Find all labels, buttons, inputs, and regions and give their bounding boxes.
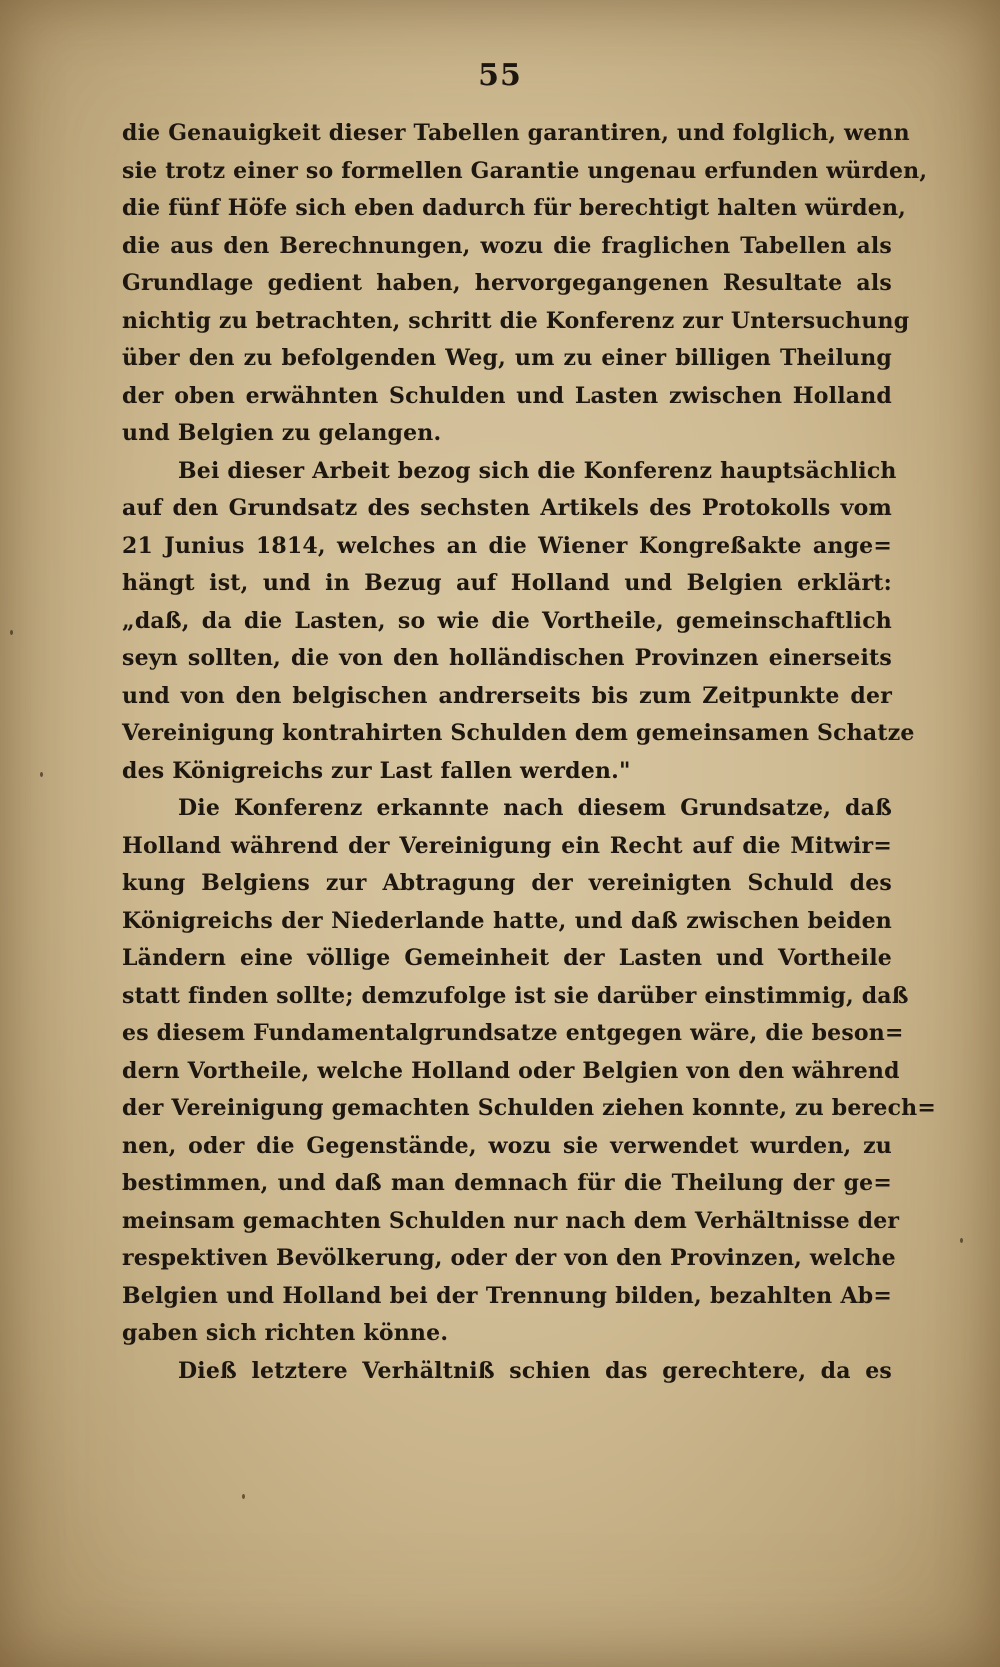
page-number: 55 — [478, 58, 522, 93]
text-line: und Belgien zu gelangen. — [122, 420, 442, 446]
text-line: kung Belgiens zur Abtragung der vereinigten Schuld des — [122, 870, 892, 896]
text-line: sie trotz einer so formellen Garantie ungenau erfunden würden, — [122, 157, 928, 184]
ink-speck — [10, 630, 13, 635]
text-line: gaben sich richten könne. — [122, 1320, 449, 1346]
ink-speck — [40, 772, 43, 777]
text-line: bestimmen, und daß man demnach für die Theilung der ge= — [122, 1170, 892, 1196]
paragraph-start-line: Die Konferenz erkannte nach diesem Grundsatze, daß — [178, 795, 892, 821]
paragraph-start-line: Dieß letztere Verhältniß schien das gerechtere, da es — [178, 1357, 892, 1384]
text-line: Vereinigung kontrahirten Schulden dem gemeinsamen Schatze — [122, 720, 915, 746]
body-text — [122, 115, 936, 1390]
text-line: respektiven Bevölkerung, oder der von den Provinzen, welche — [122, 1245, 896, 1271]
text-line: hängt ist, und in Bezug auf Holland und Belgien erklärt: — [122, 570, 892, 596]
ink-speck — [960, 1238, 963, 1243]
text-line: Grundlage gedient haben, hervorgegangenen Resultate als — [122, 270, 892, 296]
text-line: nichtig zu betrachten, schritt die Konferenz zur Untersuchung — [122, 307, 910, 334]
text-line: es diesem Fundamentalgrundsatze entgegen wäre, die beson= — [122, 1020, 904, 1046]
text-line: die aus den Berechnungen, wozu die fraglichen Tabellen als — [122, 232, 892, 259]
text-line: 21 Junius 1814, welches an die Wiener Kongreßakte ange= — [122, 532, 892, 559]
text-line: meinsam gemachten Schulden nur nach dem Verhältnisse der — [122, 1207, 900, 1234]
text-line: und von den belgischen andrerseits bis zum Zeitpunkte der — [122, 682, 892, 709]
text-line: der oben erwähnten Schulden und Lasten zwischen Holland — [122, 382, 892, 409]
text-line: nen, oder die Gegenstände, wozu sie verwendet wurden, zu — [122, 1132, 892, 1159]
text-line: des Königreichs zur Last fallen werden." — [122, 757, 631, 784]
text-line: dern Vortheile, welche Holland oder Belgien von den während — [122, 1057, 900, 1084]
text-line: Holland während der Vereinigung ein Recht auf die Mitwir= — [122, 832, 892, 859]
text-line: die fünf Höfe sich eben dadurch für berechtigt halten würden, — [122, 195, 907, 221]
text-line: die Genauigkeit dieser Tabellen garantiren, und folglich, wenn — [122, 120, 910, 146]
text-line: seyn sollten, die von den holländischen Provinzen einerseits — [122, 645, 892, 671]
text-line: Belgien und Holland bei der Trennung bilden, bezahlten Ab= — [122, 1282, 892, 1309]
paragraph-start-line: Bei dieser Arbeit bezog sich die Konferenz hauptsächlich — [178, 457, 897, 484]
text-line: „daß, da die Lasten, so wie die Vortheile, gemeinschaftlich — [122, 607, 892, 634]
text-line: statt finden sollte; demzufolge ist sie darüber einstimmig, daß — [122, 982, 909, 1009]
text-line: Ländern eine völlige Gemeinheit der Lasten und Vortheile — [122, 945, 892, 971]
text-line: auf den Grundsatz des sechsten Artikels des Protokolls vom — [122, 495, 892, 521]
text-line: der Vereinigung gemachten Schulden ziehen konnte, zu berech= — [122, 1095, 936, 1121]
text-line: über den zu befolgenden Weg, um zu einer billigen Theilung — [122, 345, 892, 371]
ink-speck — [242, 1494, 245, 1499]
text-line: Königreichs der Niederlande hatte, und daß zwischen beiden — [122, 907, 892, 934]
